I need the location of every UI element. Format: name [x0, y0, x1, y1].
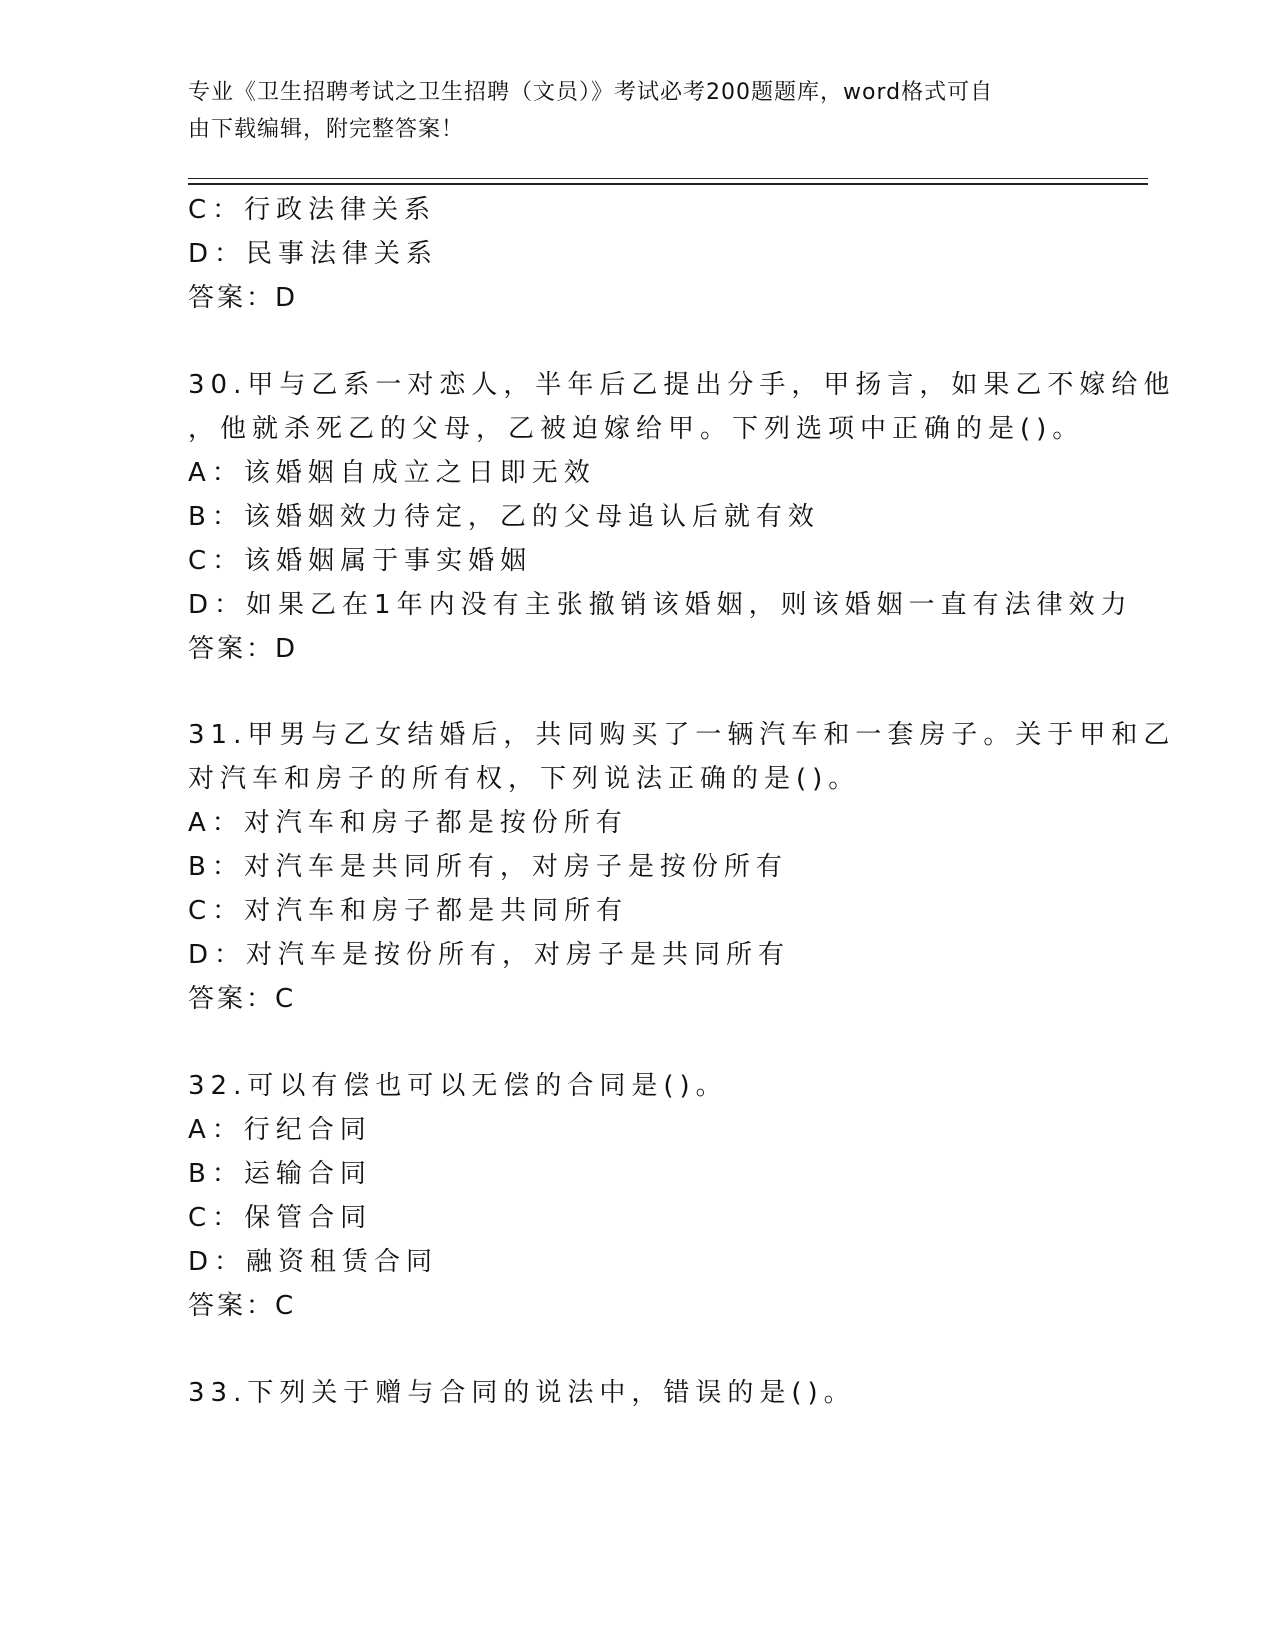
- document-header: [188, 74, 1068, 148]
- q33-stem-line-1: 33.下列关于赠与合同的说法中，错误的是()。: [188, 1378, 856, 1408]
- q29-option-c: C：行政法律关系: [188, 195, 437, 225]
- q30-option-d: D：如果乙在1年内没有主张撤销该婚姻，则该婚姻一直有法律效力: [188, 590, 1133, 620]
- q31-option-c: C：对汽车和房子都是共同所有: [188, 896, 629, 926]
- header-divider-thick: [188, 183, 1148, 185]
- header-divider-thin: [188, 178, 1148, 179]
- q32-option-d: D：融资租赁合同: [188, 1247, 439, 1277]
- q29-option-d: D：民事法律关系: [188, 239, 439, 269]
- q32-option-c: C：保管合同: [188, 1203, 373, 1233]
- q30-stem-line-2: ，他就杀死乙的父母，乙被迫嫁给甲。下列选项中正确的是()。: [188, 414, 1085, 444]
- q32-answer: 答案：C: [188, 1291, 297, 1321]
- q30-option-c: C：该婚姻属于事实婚姻: [188, 546, 533, 576]
- q32-stem-line-1: 32.可以有偿也可以无偿的合同是()。: [188, 1071, 728, 1101]
- header-line-2: 由下载编辑，附完整答案！: [188, 117, 465, 142]
- q29-answer: 答案：D: [188, 283, 299, 313]
- q31-option-a: A：对汽车和房子都是按份所有: [188, 808, 628, 838]
- q31-stem-line-1: 31.甲男与乙女结婚后，共同购买了一辆汽车和一套房子。关于甲和乙: [188, 720, 1176, 750]
- q32-option-a: A：行纪合同: [188, 1115, 372, 1145]
- q31-answer: 答案：C: [188, 984, 297, 1014]
- q30-answer: 答案：D: [188, 634, 299, 664]
- q30-option-a: A：该婚姻自成立之日即无效: [188, 458, 596, 488]
- q30-option-b: B：该婚姻效力待定，乙的父母追认后就有效: [188, 502, 820, 532]
- q31-stem-line-2: 对汽车和房子的所有权，下列说法正确的是()。: [188, 764, 861, 794]
- q30-stem-line-1: 30.甲与乙系一对恋人，半年后乙提出分手，甲扬言，如果乙不嫁给他: [188, 370, 1176, 400]
- header-line-1: 专业《卫生招聘考试之卫生招聘（文员）》考试必考200题题库，word格式可自: [188, 80, 994, 105]
- q32-option-b: B：运输合同: [188, 1159, 372, 1189]
- q31-option-d: D：对汽车是按份所有，对房子是共同所有: [188, 940, 791, 970]
- q31-option-b: B：对汽车是共同所有，对房子是按份所有: [188, 852, 788, 882]
